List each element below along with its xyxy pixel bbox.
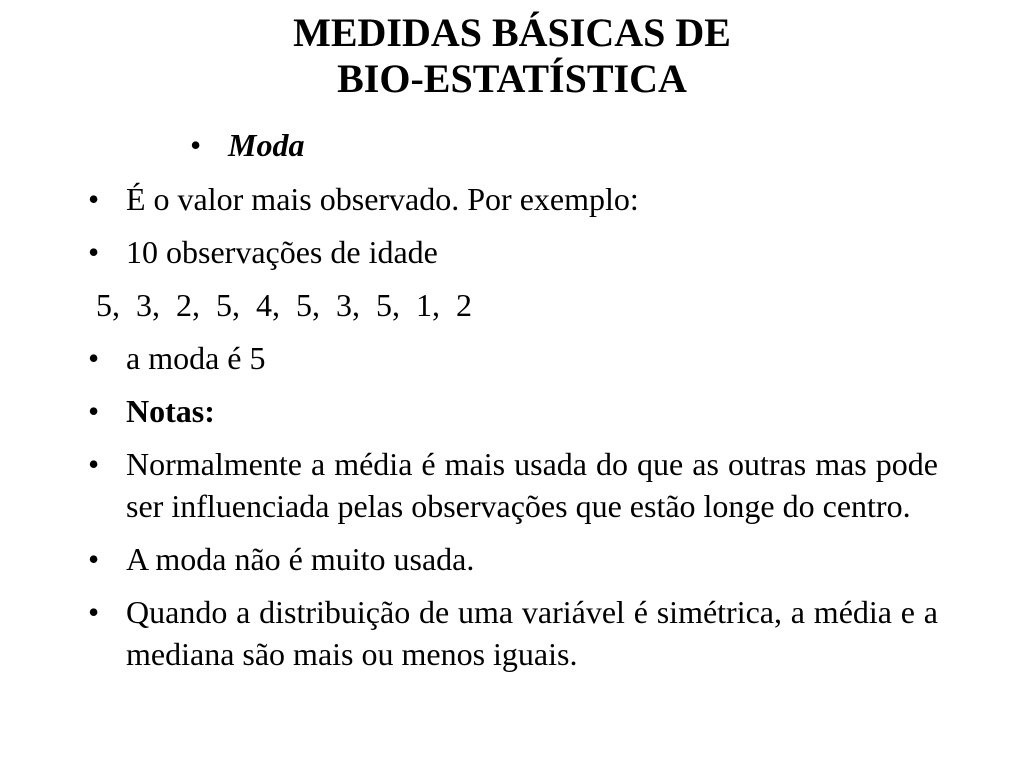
slide-title [0,10,1024,102]
bullet-list [88,178,938,686]
notes-heading: Notas: [126,393,215,429]
list-item [88,591,938,675]
list-item [88,337,938,379]
list-item-text: Quando a distribuição de uma variável é simétrica, a média e a mediana são mais ou menos iguais. [126,594,938,672]
observations-values: 5, 3, 2, 5, 4, 5, 3, 5, 1, 2 [96,287,472,323]
bullet-marker: • [88,446,100,482]
list-item-text: 10 observações de idade [126,234,438,270]
list-item [88,390,938,432]
list-item-text: Normalmente a média é mais usada do que as outras mas pode ser influenciada pelas observações que estão longe do centro. [126,446,938,524]
bullet-marker: • [88,541,100,577]
bullet-marker: • [88,181,100,217]
title-line-2: BIO-ESTATÍSTICA [337,56,687,101]
observations-line [88,284,938,326]
list-item-text: a moda é 5 [126,340,266,376]
sub-bullet-moda [190,124,304,166]
bullet-marker: • [88,393,100,429]
bullet-marker: • [88,234,100,270]
bullet-marker: • [88,594,100,630]
list-item [88,231,938,273]
sub-bullet-label: Moda [228,127,305,163]
list-item-text: É o valor mais observado. Por exemplo: [126,181,639,217]
bullet-marker: • [190,127,202,163]
list-item [88,178,938,220]
list-item [88,443,938,527]
list-item-text: A moda não é muito usada. [126,541,475,577]
title-line-1: MEDIDAS BÁSICAS DE [293,10,731,55]
list-item [88,538,938,580]
bullet-marker: • [88,340,100,376]
